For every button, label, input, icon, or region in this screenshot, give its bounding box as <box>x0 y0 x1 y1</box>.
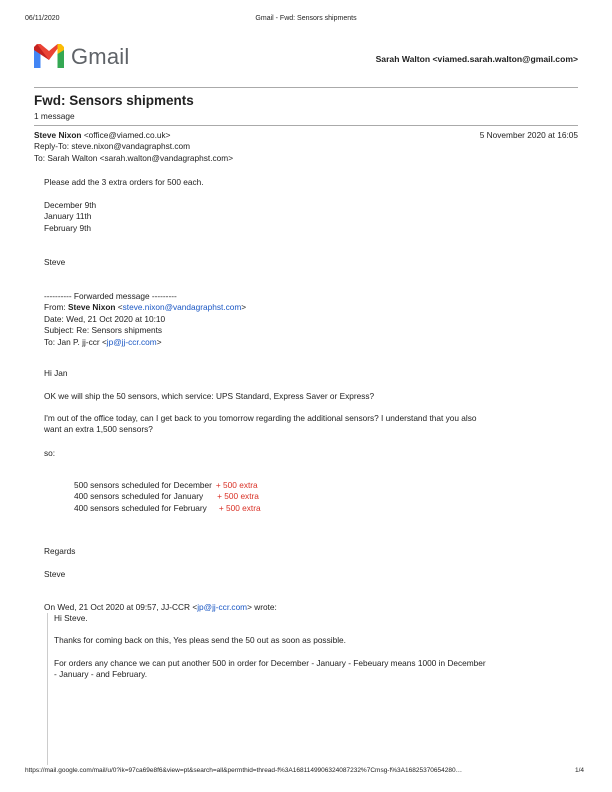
forwarded-from-email-link[interactable]: steve.nixon@vandagraphst.com <box>122 302 242 313</box>
date-item: January 11th <box>44 211 92 222</box>
forwarded-regards: Regards <box>44 546 76 556</box>
quote-para2-line: For orders any chance we can put another 500 in order for December - January - Febeuary means 1000 in December <box>54 658 486 668</box>
message-count: 1 message <box>34 111 75 121</box>
order-row: 500 sensors scheduled for December + 500 extra <box>74 480 258 490</box>
forwarded-para2-line: I'm out of the office today, can I get back to you tomorrow regarding the additional sensors? I understand that you also <box>44 413 477 423</box>
message-date: 5 November 2020 at 16:05 <box>479 130 578 140</box>
header-divider <box>34 87 578 88</box>
forwarded-signoff: Steve <box>44 569 66 579</box>
quote-para2-line: - January - and February. <box>54 669 147 680</box>
body-intro: Please add the 3 extra orders for 500 each. <box>44 177 204 187</box>
forwarded-divider: ---------- Forwarded message --------- <box>44 291 177 301</box>
gmail-m-icon <box>34 44 64 68</box>
forwarded-para1: OK we will ship the 50 sensors, which service: UPS Standard, Express Saver or Express? <box>44 391 375 401</box>
forwarded-from: From: Steve Nixon <steve.nixon@vandagraphst.com> <box>44 302 247 313</box>
quote-attribution: On Wed, 21 Oct 2020 at 09:57, JJ-CCR <jp@jj-ccr.com> wrote: <box>44 602 277 612</box>
reply-to: Reply-To: steve.nixon@vandagraphst.com <box>34 141 190 152</box>
account-name: Sarah Walton <viamed.sarah.walton@gmail.com> <box>375 54 578 64</box>
date-item: December 9th <box>44 200 97 210</box>
forwarded-para2-line: want an extra 1,500 sensors? <box>44 424 153 435</box>
forwarded-from-name: Steve Nixon <box>67 302 116 313</box>
forwarded-to: To: Jan P. jj-ccr <jp@jj-ccr.com> <box>44 336 162 347</box>
date-list <box>44 200 96 234</box>
subject-divider <box>34 125 578 126</box>
quote-para1: Thanks for coming back on this, Yes pleas send the 50 out as soon as possible. <box>54 635 346 645</box>
order-extra: + 500 extra <box>217 491 259 502</box>
order-extra: + 500 extra <box>215 480 258 490</box>
forwarded-para2 <box>44 413 477 436</box>
quote-greeting: Hi Steve. <box>54 613 88 623</box>
forwarded-subject: Subject: Re: Sensors shipments <box>44 325 163 336</box>
forwarded-so: so: <box>44 448 56 458</box>
gmail-logo <box>34 44 64 70</box>
quote-bar <box>47 613 48 765</box>
quote-para2 <box>54 658 486 681</box>
print-url: https://mail.google.com/mail/u/0?ik=97ca69e8f6&view=pt&search=all&permthid=thread-f%3A1681149906324087232%7Cmsg-f%3A16825370654280… <box>25 767 463 774</box>
orders-list <box>74 480 261 514</box>
to-line: To: Sarah Walton <sarah.walton@vandagraphst.com> <box>34 152 234 163</box>
order-row: 400 sensors scheduled for February + 500 extra <box>74 502 261 513</box>
forwarded-date: Date: Wed, 21 Oct 2020 at 10:10 <box>44 313 166 324</box>
gmail-wordmark: Gmail <box>71 44 130 69</box>
forwarded-header <box>44 291 246 348</box>
body-signoff: Steve <box>44 257 66 267</box>
thread-subject: Fwd: Sensors shipments <box>34 93 194 108</box>
order-extra: + 500 extra <box>218 502 261 513</box>
forwarded-greeting: Hi Jan <box>44 368 68 378</box>
quote-email-link[interactable]: jp@jj-ccr.com <box>197 602 248 612</box>
sender-name: Steve Nixon <box>34 130 82 140</box>
print-date: 06/11/2020 <box>25 15 60 22</box>
date-item: February 9th <box>44 222 92 233</box>
message-header <box>34 130 233 164</box>
print-title: Gmail - Fwd: Sensors shipments <box>255 15 357 22</box>
sender-line <box>34 130 233 141</box>
order-row: 400 sensors scheduled for January + 500 extra <box>74 491 259 502</box>
print-page-number: 1/4 <box>574 767 584 774</box>
sender-email: <office@viamed.co.uk> <box>83 130 171 140</box>
forwarded-to-email-link[interactable]: jp@jj-ccr.com <box>106 336 157 347</box>
